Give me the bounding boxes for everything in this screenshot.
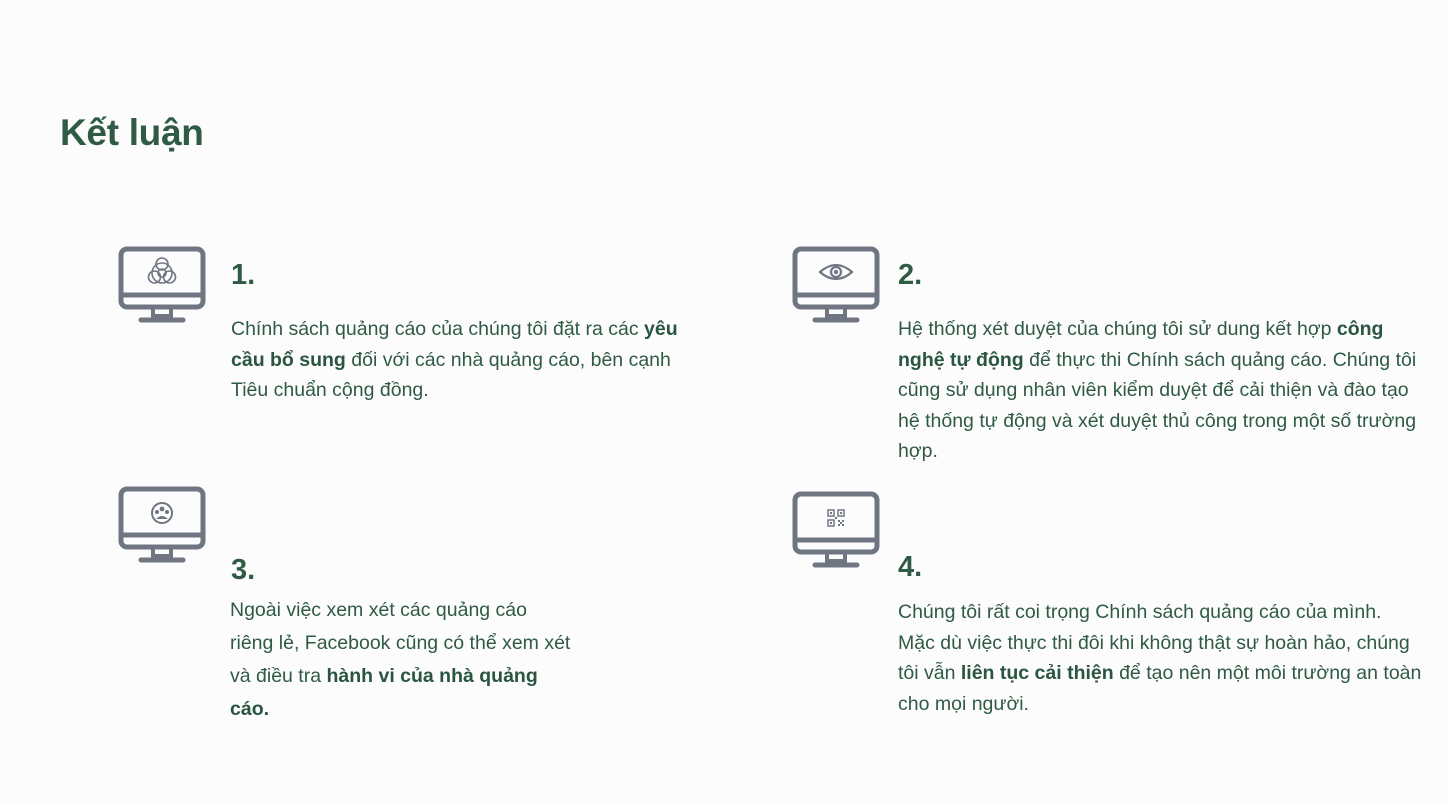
- item-1-text: Chính sách quảng cáo của chúng tôi đặt ra các yêu cầu bổ sung đối với các nhà quảng cáo, bên cạnh Tiêu chuẩn cộng đồng.: [231, 318, 678, 401]
- monitor-people-icon: [118, 486, 206, 564]
- item-2-text: Hệ thống xét duyệt của chúng tôi sử dung kết hợp công nghệ tự động để thực thi Chính sách quảng cáo. Chúng tôi cũng sử dụng nhân viên kiểm duyệt để cải thiện và đào tạo hệ thống tự động và xét duyệt thủ công trong một số trường hợp.: [898, 318, 1417, 462]
- item-1-number: 1.: [231, 259, 256, 291]
- people-group-icon: [152, 503, 172, 523]
- monitor-qr-icon: [792, 491, 880, 569]
- item-2-number: 2.: [898, 259, 923, 291]
- item-4-text: Chúng tôi rất coi trọng Chính sách quảng cáo của mình. Mặc dù việc thực thi đôi khi không thật sự hoàn hảo, chúng tôi vẫn liên tục cải thiện để tạo nên một môi trường an toàn cho mọi người.: [898, 601, 1422, 715]
- qr-code-icon: [828, 510, 844, 526]
- item-3-number: 3.: [231, 554, 256, 586]
- monitor-eye-icon: [792, 246, 880, 324]
- monitor-biohazard-icon: [118, 246, 206, 324]
- item-4-highlight: liên tục cải thiện: [960, 662, 1114, 684]
- biohazard-icon: [149, 258, 176, 283]
- item-2-highlight: công nghệ tự động: [898, 318, 1384, 371]
- item-3-highlight: hành vi của nhà quảng cáo.: [230, 665, 538, 720]
- item-1-highlight: yêu cầu bổ sung: [231, 318, 678, 371]
- item-4-number: 4.: [898, 551, 923, 583]
- item-3-text: Ngoài việc xem xét các quảng cáo riêng lẻ, Facebook cũng có thể xem xét và điều tra hành vi của nhà quảng cáo.: [230, 599, 571, 720]
- page-title: Kết luận: [60, 112, 204, 153]
- eye-icon: [820, 265, 852, 279]
